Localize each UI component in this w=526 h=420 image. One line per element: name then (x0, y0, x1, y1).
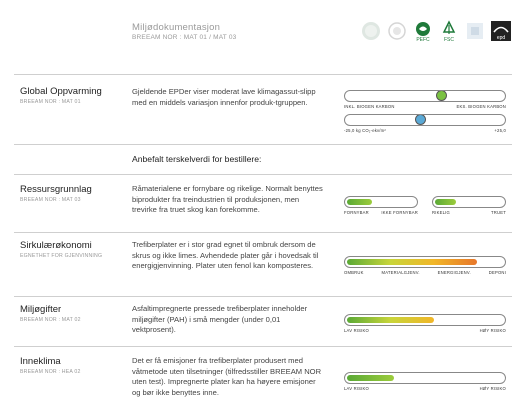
row-text: Gjeldende EPDer viser moderat lave klimagassut-slipp med en middels variasjon innenfor produk-tgruppen. (132, 87, 316, 107)
bar-label: LAV RISIKO (344, 386, 369, 391)
bar-label: INKL. BIOGEN KARBON (344, 104, 395, 109)
co2-range-bar (344, 114, 506, 126)
row-code: BREEAM NOR : MAT 02 (20, 317, 81, 323)
row-label-resources (20, 184, 92, 203)
recycling-fill (347, 259, 477, 265)
divider (14, 346, 512, 347)
bar-label: HØY RISIKO (479, 328, 506, 333)
toxins-risk-bar (344, 314, 506, 326)
divider (14, 174, 512, 175)
divider (14, 232, 512, 233)
row-text: Det er få emisjoner fra trefiberplater produsert med våtmetode uten tilsetninger (tilfredsstiller BREEAM NOR uten test). Impregnerte plater kan ha høyere emisjoner og bør ikke benyttes inne. (132, 356, 322, 397)
row-title: Miljøgifter (20, 304, 62, 315)
divider (14, 74, 512, 75)
document-subtitle: BREEAM NOR : MAT 01 / MAT 03 (132, 34, 237, 41)
co2-range-marker (415, 114, 426, 125)
indoor-risk-fill (347, 375, 394, 381)
row-code: BREEAM NOR : HEA 02 (20, 369, 81, 375)
divider (14, 296, 512, 297)
square-logo-icon (464, 20, 486, 42)
bar-label: ENERGIGJENV. (437, 270, 471, 275)
toxins-risk-fill (347, 317, 434, 323)
row-title: Global Oppvarming (20, 86, 102, 97)
row-label-indoor-climate (20, 356, 81, 375)
indoor-risk-bar (344, 372, 506, 384)
row-text: Trefiberplater er i stor grad egnet til ombruk dersom de skrus og ikke limes. Avhendede plater går i hovedsak til energigjenvinning. Plater uten fenol kan komposteres. (132, 240, 319, 271)
global-warming-gauges (344, 90, 506, 133)
certification-logos (360, 20, 512, 42)
bar-label: RIKELIG (432, 210, 450, 215)
bar-label: TRUET (491, 210, 506, 215)
row-title: Ressursgrunnlag (20, 184, 92, 195)
abundance-bar (432, 196, 506, 208)
row-title: Inneklima (20, 356, 61, 367)
epd-logo-icon (490, 20, 512, 42)
svg-text:PEFC: PEFC (416, 37, 430, 42)
divider (14, 144, 512, 145)
row-text: Asfaltimpregnerte pressede trefiberplater inneholder miljøgifter (PAH) i små mengder (under 0,01 vektprosent). (132, 304, 308, 335)
bar-label: FORNYBAR (344, 210, 369, 215)
circular-economy-gauge (344, 256, 506, 275)
pefc-logo-icon (412, 20, 434, 42)
renewable-bar (344, 196, 418, 208)
bar-label: OMBRUK (344, 270, 364, 275)
row-code: EGNETHET FOR GJENVINNING (20, 253, 103, 259)
biogen-carbon-marker (436, 90, 447, 101)
row-text: Råmaterialene er fornybare og rikelige. Normalt benyttes biprodukter fra treindustrien til produksjonen, men trevirke fra truet skog kan forekomme. (132, 184, 323, 215)
circle-logo-icon (360, 20, 382, 42)
svg-text:epd: epd (496, 35, 506, 41)
row-label-toxins (20, 304, 81, 323)
renewable-fill (347, 199, 372, 205)
biogen-carbon-bar (344, 90, 506, 102)
recycling-bar (344, 256, 506, 268)
row-label-circular-economy (20, 240, 102, 259)
document-header (0, 0, 526, 74)
toxins-gauge (344, 314, 506, 333)
bar-label: +25,0 (494, 128, 506, 133)
svg-text:FSC: FSC (444, 37, 454, 42)
row-code: BREEAM NOR : MAT 03 (20, 197, 81, 203)
bar-label: -25,0 kg CO₂-ekv/m² (344, 128, 386, 133)
resources-gauges (344, 196, 506, 215)
bar-label: IKKE FORNYBAR (381, 210, 418, 215)
bar-label: DEPONI (488, 270, 506, 275)
bar-label: EKS. BIOGEN KARBON (456, 104, 506, 109)
recommendation-heading: Anbefalt terskelverdi for bestillere: (132, 154, 262, 164)
bar-label: MATERIALGJENV. (381, 270, 420, 275)
row-code: BREEAM NOR : MAT 01 (20, 99, 81, 105)
bar-label: HØY RISIKO (479, 386, 506, 391)
row-title: Sirkulærøkonomi (20, 240, 92, 251)
fsc-logo-icon (438, 20, 460, 42)
bar-label: LAV RISIKO (344, 328, 369, 333)
abundance-fill (435, 199, 456, 205)
row-label-global-warming (20, 86, 102, 105)
seal-logo-icon (386, 20, 408, 42)
indoor-climate-gauge (344, 372, 506, 391)
document-title: Miljødokumentasjon (132, 22, 221, 33)
